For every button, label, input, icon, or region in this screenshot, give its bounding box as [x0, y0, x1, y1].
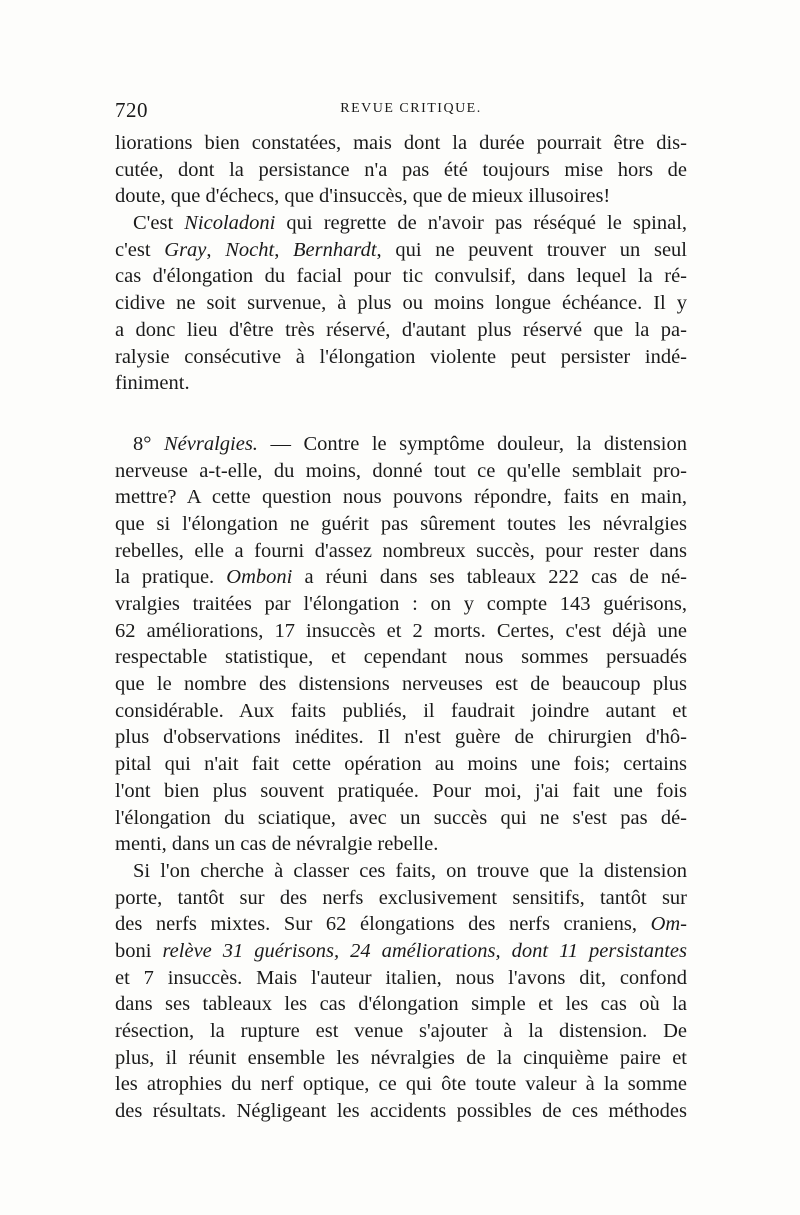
text-line: la pratique. Omboni a réuni dans ses tableaux 222 cas de né- — [115, 566, 687, 589]
running-head — [115, 98, 687, 122]
section-gap — [115, 397, 687, 431]
text-line: ralysie consécutive à l'élongation violente peut persister indé- — [115, 345, 687, 368]
text-line: cas d'élongation du facial pour tic convulsif, dans lequel la ré- — [115, 265, 687, 288]
text-line: rebelles, elle a fourni d'assez nombreux succès, pour rester dans — [115, 539, 687, 562]
text-line: menti, dans un cas de névralgie rebelle. — [115, 833, 439, 856]
text-line: c'est Gray, Nocht, Bernhardt, qui ne peuvent trouver un seul — [115, 238, 687, 261]
text-line: l'élongation du sciatique, avec un succès qui ne s'est pas dé- — [115, 806, 687, 829]
text-line: mettre? A cette question nous pouvons répondre, faits en main, — [115, 486, 687, 509]
text-line: plus d'observations inédites. Il n'est guère de chirurgien d'hô- — [115, 726, 687, 749]
text-line: C'est Nicoladoni qui regrette de n'avoir pas réséqué le spinal, — [133, 212, 688, 235]
italic-text: Nocht — [225, 238, 275, 261]
italic-text: Omboni — [226, 566, 293, 589]
text-line: des résultats. Négligeant les accidents possibles de ces méthodes — [115, 1100, 687, 1123]
text-line: doute, que d'échecs, que d'insuccès, que de mieux illusoires! — [115, 185, 611, 208]
text-line: considérable. Aux faits publiés, il faudrait joindre autant et — [115, 699, 687, 722]
text-line: résection, la rupture est venue s'ajouter à la distension. De — [115, 1020, 687, 1042]
text-line: pital qui n'ait fait cette opération au moins une fois; certains — [115, 753, 687, 776]
italic-text: Om- — [650, 913, 687, 936]
text-line: Si l'on cherche à classer ces faits, on trouve que la distension — [133, 859, 687, 882]
italic-text: Névralgies. — [163, 432, 258, 455]
text-line: a donc lieu d'être très réservé, d'autant plus réservé que la pa- — [115, 318, 687, 341]
text-line: finiment. — [115, 372, 190, 395]
text-line: des nerfs mixtes. Sur 62 élongations des nerfs craniens, Om- — [115, 913, 687, 936]
italic-text: Bernhardt — [293, 238, 377, 261]
running-title: REVUE CRITIQUE. — [340, 101, 482, 116]
text-line: cidive ne soit survenue, à plus ou moins longue échéance. Il y — [115, 292, 687, 315]
page-number: 720 — [115, 98, 148, 122]
text-line: 62 améliorations, 17 insuccès et 2 morts. Certes, c'est déjà une — [115, 619, 687, 642]
text-line: les atrophies du nerf optique, ce qui ôte toute valeur à la somme — [115, 1073, 687, 1096]
text-line: dans ses tableaux les cas d'élongation simple et les cas où la — [115, 993, 687, 1016]
body-text — [115, 130, 687, 1125]
text-line: vralgies traitées par l'élongation : on y compte 143 guérisons, — [115, 593, 687, 615]
text-line: porte, tantôt sur des nerfs exclusivement sensitifs, tantôt sur — [115, 886, 687, 909]
text-line: l'ont bien plus souvent pratiquée. Pour moi, j'ai fait une fois — [115, 779, 687, 802]
text-line: que si l'élongation ne guérit pas sûrement toutes les névralgies — [115, 512, 687, 535]
text-line: liorations bien constatées, mais dont la durée pourrait être dis- — [115, 132, 687, 154]
section-heading-line: 8° Névralgies. — Contre le symptôme douleur, la distension — [133, 432, 687, 455]
text-line: que le nombre des distensions nerveuses est de beaucoup plus — [115, 673, 687, 696]
text-line: plus, il réunit ensemble les névralgies de la cinquième paire et — [115, 1046, 687, 1069]
text-line: cutée, dont la persistance n'a pas été toujours mise hors de — [115, 158, 687, 181]
text-line: nerveuse a-t-elle, du moins, donné tout ce qu'elle semblait pro- — [115, 459, 687, 482]
text-line: boni relève 31 guérisons, 24 améliorations, dont 11 persistantes — [115, 939, 687, 962]
italic-text: Gray — [164, 238, 207, 261]
italic-text: Nicoladoni — [184, 212, 276, 235]
text-line: et 7 insuccès. Mais l'auteur italien, nous l'avons dit, confond — [115, 966, 687, 989]
text-line: respectable statistique, et cependant nous sommes persuadés — [115, 646, 687, 669]
italic-text: relève 31 guérisons, 24 améliorations, dont 11 persistantes — [151, 939, 687, 962]
